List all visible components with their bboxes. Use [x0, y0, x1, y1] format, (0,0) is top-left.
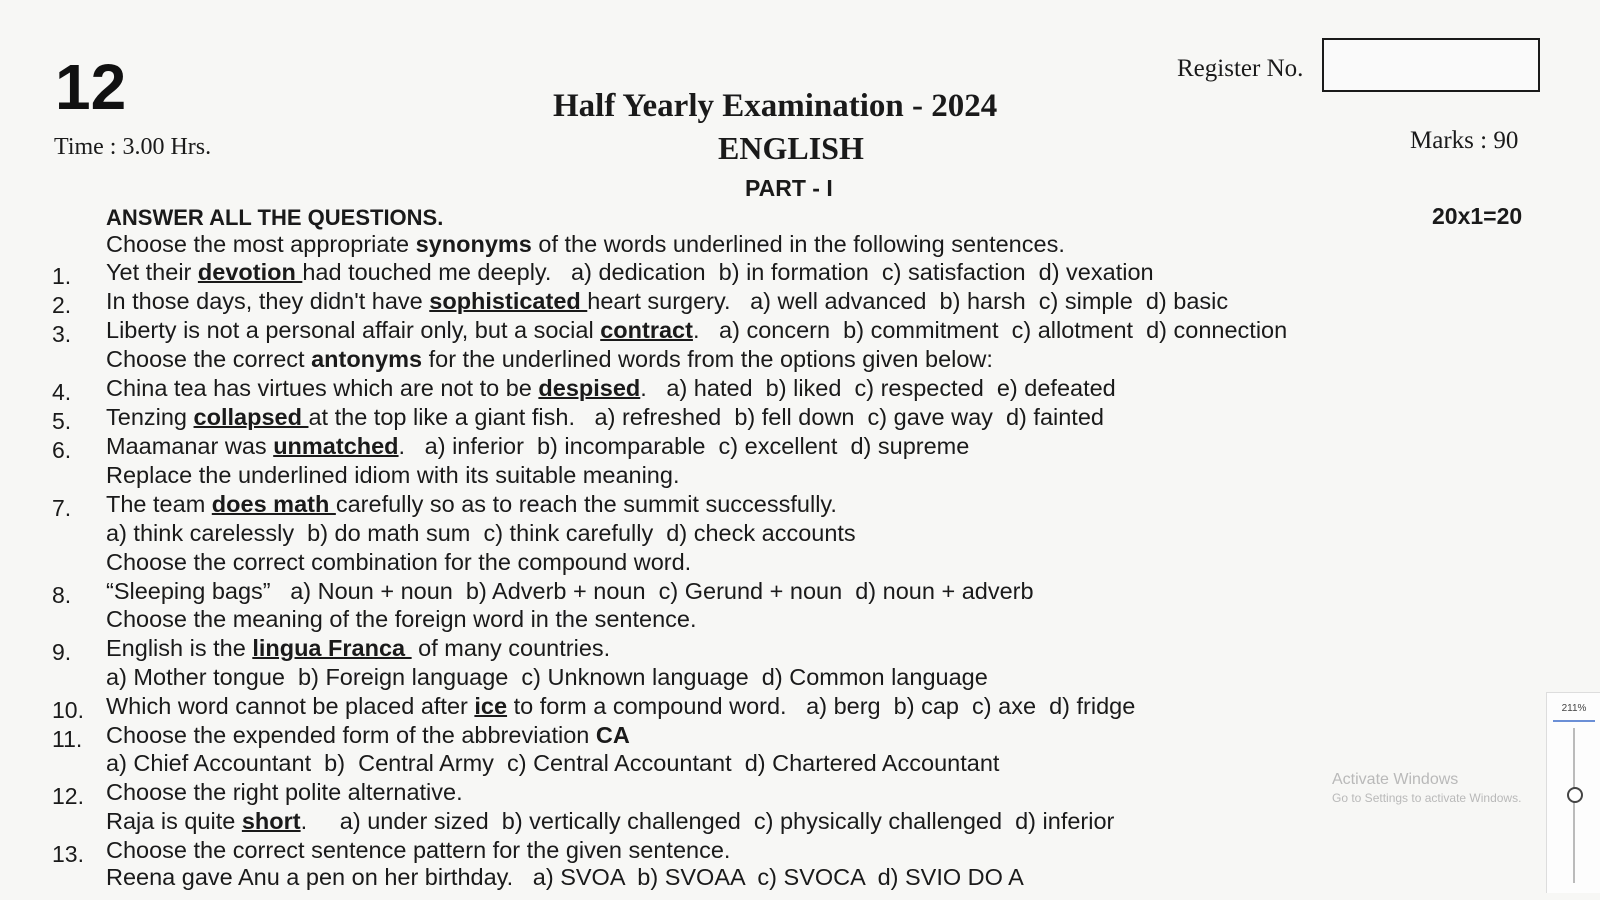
question-number: 8.	[52, 582, 72, 608]
line-text: had touched me deeply. a) dedication b) in formation c) satisfaction d) vexation	[302, 259, 1154, 285]
underlined-word: devotion	[197, 259, 303, 285]
line-text: In those days, they didn't have	[106, 288, 430, 314]
question-number: 1.	[52, 263, 72, 289]
line-text: of the words underlined in the following sentences.	[531, 231, 1065, 257]
line-text: Choose the correct combination for the compound word.	[106, 549, 692, 575]
underlined-word: does math	[211, 491, 336, 517]
line-text: Choose the most appropriate	[106, 231, 416, 257]
line-text: Choose the correct	[106, 346, 312, 372]
line-text: . a) concern b) commitment c) allotment d) connection	[692, 317, 1288, 343]
question-number: 3.	[52, 321, 72, 347]
question-line	[106, 259, 1154, 286]
activate-windows-watermark	[1332, 771, 1521, 805]
line-text: heart surgery. a) well advanced b) harsh c) simple d) basic	[587, 288, 1229, 314]
instruction-line	[106, 462, 679, 489]
line-text: a) think carelessly b) do math sum c) think carefully d) check accounts	[106, 520, 856, 546]
question-number: 12.	[52, 783, 84, 809]
line-text: The team	[106, 491, 212, 517]
bold-keyword: synonyms	[415, 231, 532, 257]
question-line	[106, 578, 1034, 605]
part-heading: PART - I	[745, 175, 833, 201]
exam-title: Half Yearly Examination - 2024	[553, 88, 998, 124]
line-text: for the underlined words from the options given below:	[422, 346, 993, 372]
line-text: of many countries.	[411, 635, 611, 661]
question-line	[106, 635, 610, 662]
instruction-line	[106, 750, 999, 777]
bold-keyword: antonyms	[311, 346, 423, 372]
question-number: 5.	[52, 408, 72, 434]
line-text: Raja is quite	[106, 808, 242, 834]
question-line	[106, 375, 1116, 402]
question-line	[106, 491, 837, 518]
watermark-title: Activate Windows	[1332, 771, 1459, 788]
line-text: Liberty is not a personal affair only, but a social	[106, 317, 601, 343]
line-text: Which word cannot be placed after	[106, 693, 475, 719]
question-line	[106, 837, 730, 864]
line-text: Choose the right polite alternative.	[106, 779, 463, 805]
grade-number: 12	[55, 51, 127, 123]
line-text: a) Mother tongue b) Foreign language c) Unknown language d) Common language	[106, 664, 988, 690]
line-text: Maamanar was	[106, 433, 274, 459]
question-number: 7.	[52, 495, 72, 521]
question-line	[106, 693, 1135, 720]
zoom-label-underline	[1553, 720, 1595, 722]
line-text: Tenzing	[106, 404, 194, 430]
exam-time: Time : 3.00 Hrs.	[54, 134, 212, 160]
question-number: 10.	[52, 697, 84, 723]
instruction-line	[106, 549, 691, 576]
question-number: 4.	[52, 379, 72, 405]
question-line	[106, 404, 1104, 431]
bold-keyword: CA	[595, 722, 630, 748]
line-text: Yet their	[106, 259, 198, 285]
underlined-word: sophisticated	[429, 288, 588, 314]
underlined-word: unmatched	[273, 433, 399, 459]
line-text: Reena gave Anu a pen on her birthday. a) SVOA b) SVOAA c) SVOCA d) SVIO DO A	[106, 864, 1024, 890]
subject-title: ENGLISH	[718, 130, 864, 166]
line-text: China tea has virtues which are not to be	[106, 375, 539, 401]
instruction-line	[106, 808, 1114, 835]
register-number-box	[1322, 38, 1540, 92]
instruction-line	[106, 664, 988, 691]
question-line	[106, 288, 1228, 315]
instruction-line	[106, 606, 697, 633]
line-text: . a) under sized b) vertically challenged c) physically challenged d) inferior	[300, 808, 1115, 834]
question-number: 11.	[52, 726, 83, 752]
question-line	[106, 779, 463, 806]
section-instruction: ANSWER ALL THE QUESTIONS.	[106, 205, 444, 230]
underlined-word: collapsed	[193, 404, 309, 430]
instruction-line	[106, 520, 856, 547]
total-marks: Marks : 90	[1410, 127, 1519, 154]
underlined-word: short	[241, 808, 301, 834]
section-score: 20x1=20	[1432, 203, 1523, 229]
zoom-slider-thumb[interactable]	[1567, 787, 1583, 803]
question-number: 9.	[52, 639, 72, 665]
register-number-label: Register No.	[1177, 55, 1304, 82]
line-text: carefully so as to reach the summit successfully.	[335, 491, 837, 517]
line-text: Choose the meaning of the foreign word in the sentence.	[106, 606, 697, 632]
underlined-word: despised	[538, 375, 641, 401]
question-line	[106, 433, 969, 460]
zoom-level-label: 211%	[1561, 703, 1587, 714]
question-number: 13.	[52, 841, 84, 867]
line-text: at the top like a giant fish. a) refreshed b) fell down c) gave way d) fainted	[308, 404, 1104, 430]
question-line	[106, 722, 630, 749]
line-text: Replace the underlined idiom with its suitable meaning.	[106, 462, 680, 488]
line-text: . a) hated b) liked c) respected e) defeated	[640, 375, 1116, 401]
line-text: . a) inferior b) incomparable c) excellent d) supreme	[398, 433, 970, 459]
question-number: 6.	[52, 437, 72, 463]
watermark-subtitle: Go to Settings to activate Windows.	[1332, 791, 1522, 805]
instruction-line	[106, 231, 1065, 258]
line-text: to form a compound word. a) berg b) cap c) axe d) fridge	[507, 693, 1136, 719]
line-text: Choose the expended form of the abbreviation	[106, 722, 596, 748]
zoom-slider-panel	[1546, 692, 1600, 893]
line-text: Choose the correct sentence pattern for the given sentence.	[106, 837, 731, 863]
line-text: English is the	[106, 635, 253, 661]
underlined-word: ice	[474, 693, 508, 719]
underlined-word: contract	[600, 317, 693, 343]
question-number: 2.	[52, 292, 72, 318]
instruction-line	[106, 864, 1024, 891]
line-text: a) Chief Accountant b) Central Army c) Central Accountant d) Chartered Accountant	[106, 750, 1000, 776]
line-text: “Sleeping bags” a) Noun + noun b) Adverb + noun c) Gerund + noun d) noun + adverb	[106, 578, 1034, 604]
underlined-word: lingua Franca	[252, 635, 412, 661]
zoom-slider-track[interactable]	[1573, 728, 1575, 883]
instruction-line	[106, 346, 993, 373]
question-line	[106, 317, 1287, 344]
